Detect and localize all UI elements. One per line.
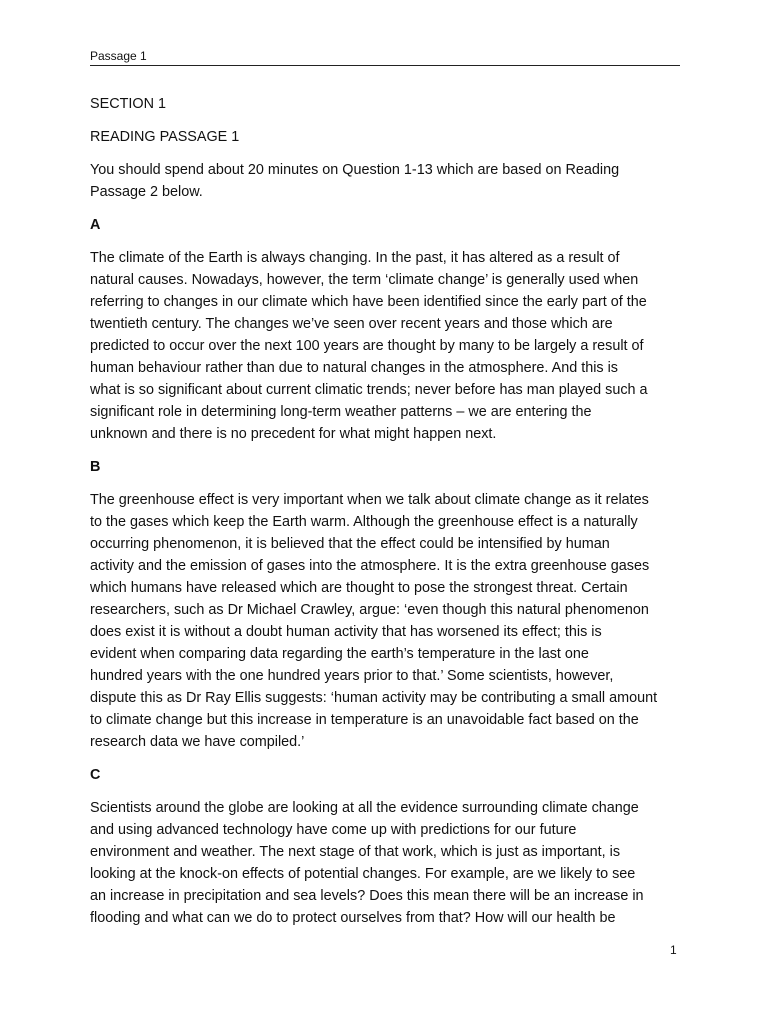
instruction-text: You should spend about 20 minutes on Question 1-13 which are based on Reading Passage 2 below. xyxy=(90,162,620,200)
section-b-paragraph: The greenhouse effect is very important when we talk about climate change as it relates to the gases which keep the Earth warm. Although the greenhouse effect is a naturally occurring phenomenon, it is believed that the effect could be intensified by human activity and the emission of gases into the atmosphere. It is the extra greenhouse gases which humans have released which are thought to pose the strongest threat. Certain researchers, such as Dr Michael Crawley, argue: ‘even though this natural phenomenon does exist it is without a doubt human activity that has worsened its effect; this is evident when comparing data regarding the earth’s temperature in the last one hundred years with the one hundred years prior to that.’ Some scientists, however, dispute this as Dr Ray Ellis suggests: ‘human activity may be contributing a small amount to climate change but this increase in temperature is an unavoidable fact based on the research data we have compiled.’ xyxy=(90,492,658,750)
page-header: Passage 1 xyxy=(90,49,680,66)
section-c-paragraph: Scientists around the globe are looking at all the evidence surrounding climate change and using advanced technology have come up with predictions for our future environment and weather. The next stage of that work, which is just as important, is looking at the knock-on effects of potential changes. For example, are we likely to see an increase in precipitation and sea levels? Does this mean there will be an increase in flooding and what can we do to protect ourselves from that? How will our health be xyxy=(90,800,644,926)
passage-title: READING PASSAGE 1 xyxy=(90,129,240,145)
section-c-letter: C xyxy=(90,767,101,783)
section-heading: SECTION 1 xyxy=(90,96,166,112)
document-body xyxy=(90,93,690,940)
section-b-letter: B xyxy=(90,459,101,475)
section-a-letter: A xyxy=(90,217,101,233)
page-number: 1 xyxy=(670,943,677,957)
section-a-paragraph: The climate of the Earth is always changing. In the past, it has altered as a result of natural causes. Nowadays, however, the term ‘climate change’ is generally used when referring to changes in our climate which have been identified since the early part of the twentieth century. The changes we’ve seen over recent years and those which are predicted to occur over the next 100 years are thought by many to be largely a result of human behaviour rather than due to natural changes in the atmosphere. And this is what is so significant about current climatic trends; never before has man played such a significant role in determining long-term weather patterns – we are entering the unknown and there is no precedent for what might happen next. xyxy=(90,250,648,442)
